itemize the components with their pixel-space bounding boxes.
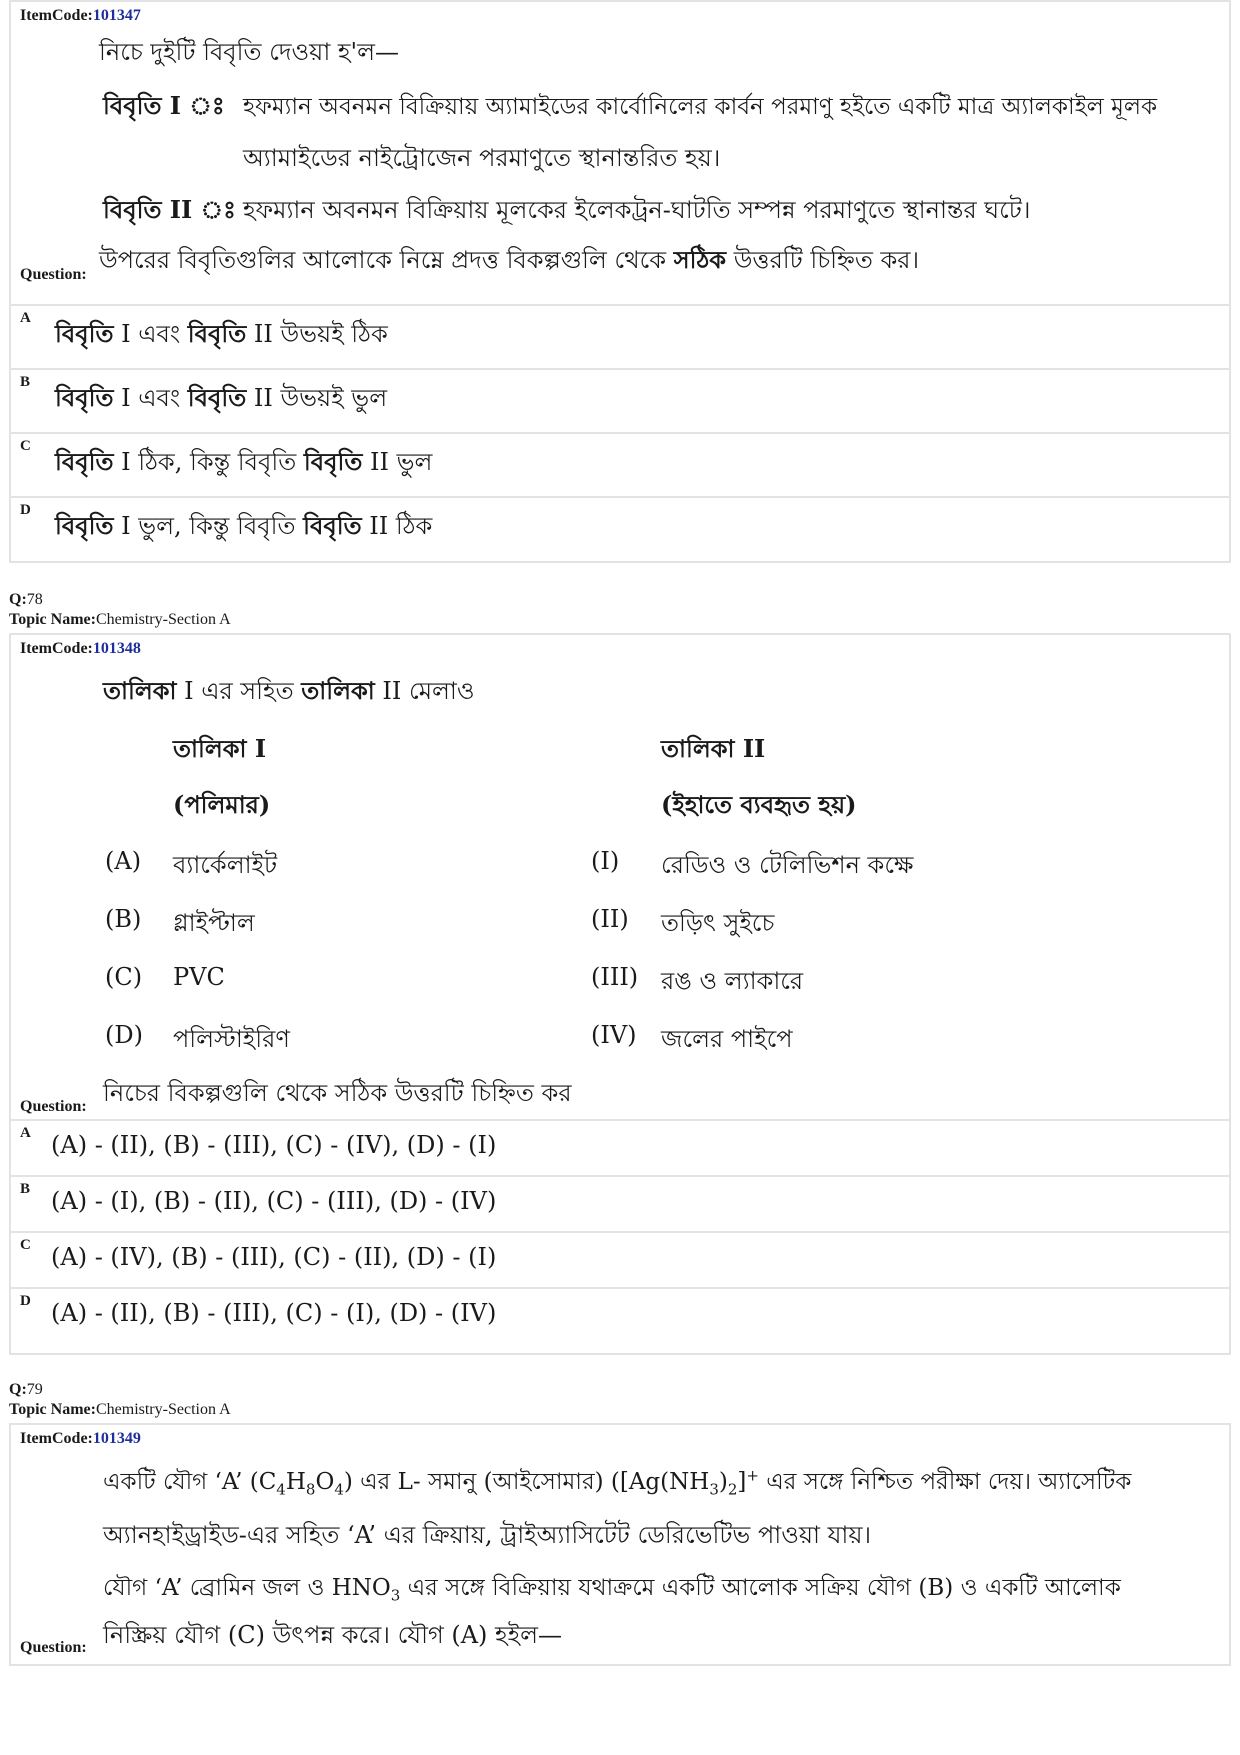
list-1-row-label: (A) xyxy=(105,847,142,875)
question-text: উপরের বিবৃতিগুলির আলোকে নিম্নে প্রদত্ত বিকল্পগুলি থেকে সঠিক উত্তরটি চিহ্নিত কর। xyxy=(99,245,920,274)
list-2-row-label: (I) xyxy=(591,847,620,875)
question-card-101347 xyxy=(9,0,1231,563)
option-c[interactable] xyxy=(11,1231,1229,1287)
list-1-row-label: (D) xyxy=(105,1021,143,1049)
list-1-heading: তালিকা I xyxy=(173,734,267,763)
list-2-row-text: রেডিও ও টেলিভিশন কক্ষে xyxy=(661,851,914,879)
option-letter: D xyxy=(20,1293,31,1309)
option-text: (A) - (II), (B) - (III), (C) - (IV), (D) - (I) xyxy=(51,1131,497,1159)
question-label: Question: xyxy=(20,1098,87,1115)
question-label: Question: xyxy=(20,1639,87,1656)
question-label: Question: xyxy=(20,266,87,283)
option-text: বিবৃতি I এবং বিবৃতি II উভয়ই ভুল xyxy=(55,383,388,412)
list-2-heading: তালিকা II xyxy=(661,734,766,763)
list-2-row-label: (II) xyxy=(591,905,629,933)
option-letter: A xyxy=(20,1125,31,1141)
intro-text: নিচে দুইটি বিবৃতি দেওয়া হ'ল— xyxy=(99,38,399,66)
statement-1-line-2: অ্যামাইডের নাইট্রোজেন পরমাণুতে স্থানান্তরিত হয়। xyxy=(243,144,721,172)
statement-1-label: বিবৃতি I ঃ xyxy=(103,91,225,120)
list-1-row-text: গ্লাইপ্টাল xyxy=(173,909,255,937)
stem-line-2: অ্যানহাইড্রাইড-এর সহিত ‘A’ এর ক্রিয়ায়, ট্রাইঅ্যাসিটেট ডেরিভেটিভ পাওয়া যায়। xyxy=(103,1521,872,1549)
stem-line-3: যৌগ ‘A’ ব্রোমিন জল ও $HNO_3$ এর সঙ্গে বিক্রিয়ায় যথাক্রমে একটি আলোক সক্রিয় যৌগ (B) ও একটি আলোক xyxy=(103,1575,1121,1605)
list-2-row-text: রঙ ও ল্যাকারে xyxy=(661,967,804,995)
list-2-row-label: (IV) xyxy=(591,1021,637,1049)
list-1-row-text: পলিস্টাইরিণ xyxy=(173,1025,290,1053)
option-letter: B xyxy=(20,1181,31,1197)
option-text: বিবৃতি I এবং বিবৃতি II উভয়ই ঠিক xyxy=(55,319,388,348)
question-text: নিচের বিকল্পগুলি থেকে সঠিক উত্তরটি চিহ্নিত কর xyxy=(103,1079,572,1107)
option-a[interactable] xyxy=(11,1119,1229,1175)
option-letter: D xyxy=(20,502,31,518)
option-text: বিবৃতি I ঠিক, কিন্তু বিবৃতি বিবৃতি II ভুল xyxy=(55,447,433,476)
list-1-row-label: (C) xyxy=(105,963,143,991)
topic-name: Topic Name:Chemistry-Section A xyxy=(9,1401,231,1418)
list-2-row-text: তড়িৎ সুইচে xyxy=(661,909,775,937)
question-number: Q:79 xyxy=(9,1381,43,1398)
stem-line-1: একটি যৌগ ‘A’ $(C_4H_8O_4)$ এর L- সমানু (আইসোমার) ($[Ag(NH_3)_2]^+$ এর সঙ্গে নিশ্চিত পরীক্ষা দেয়। অ্যাসেটিক xyxy=(103,1466,1132,1499)
topic-name: Topic Name:Chemistry-Section A xyxy=(9,611,231,628)
statement-1-line-1: হফম্যান অবনমন বিক্রিয়ায় অ্যামাইডের কার্বোনিলের কার্বন পরমাণু হইতে একটি মাত্র অ্যালকাইল মূলক xyxy=(243,94,1158,120)
option-c[interactable] xyxy=(11,432,1229,488)
item-code: ItemCode:101347 xyxy=(20,7,141,24)
option-letter: A xyxy=(20,310,31,326)
option-text: (A) - (IV), (B) - (III), (C) - (II), (D) - (I) xyxy=(51,1243,497,1271)
option-text: (A) - (II), (B) - (III), (C) - (I), (D) - (IV) xyxy=(51,1299,497,1327)
option-d[interactable] xyxy=(11,496,1229,552)
option-b[interactable] xyxy=(11,368,1229,424)
intro-text: তালিকা I এর সহিত তালিকা II মেলাও xyxy=(103,676,475,705)
stem-line-4: নিস্ক্রিয় যৌগ (C) উৎপন্ন করে। যৌগ (A) হইল— xyxy=(103,1621,563,1649)
list-1-row-text: PVC xyxy=(173,963,225,991)
list-2-row-text: জলের পাইপে xyxy=(661,1025,793,1053)
option-text: বিবৃতি I ভুল, কিন্তু বিবৃতি বিবৃতি II ঠিক xyxy=(55,511,433,540)
option-letter: C xyxy=(20,438,31,454)
list-1-subheading: (পলিমার) xyxy=(173,790,271,819)
list-2-row-label: (III) xyxy=(591,963,639,991)
list-1-row-text: ব্যার্কেলাইট xyxy=(173,851,278,879)
item-code: ItemCode:101349 xyxy=(20,1430,141,1447)
question-number: Q:78 xyxy=(9,591,43,608)
statement-2-label: বিবৃতি II ঃ xyxy=(103,195,236,224)
statement-2-text: হফম্যান অবনমন বিক্রিয়ায় মূলকের ইলেকট্রন-ঘাটতি সম্পন্ন পরমাণুতে স্থানান্তর ঘটে। xyxy=(243,196,1031,224)
item-code: ItemCode:101348 xyxy=(20,640,141,657)
option-d[interactable] xyxy=(11,1287,1229,1343)
option-letter: B xyxy=(20,374,31,390)
option-b[interactable] xyxy=(11,1175,1229,1231)
option-text: (A) - (I), (B) - (II), (C) - (III), (D) - (IV) xyxy=(51,1187,497,1215)
list-1-row-label: (B) xyxy=(105,905,142,933)
question-card-101349 xyxy=(9,1423,1231,1666)
question-card-101348 xyxy=(9,633,1231,1355)
option-a[interactable] xyxy=(11,304,1229,360)
list-2-subheading: (ইহাতে ব্যবহৃত হয়) xyxy=(661,790,857,819)
option-letter: C xyxy=(20,1237,31,1253)
